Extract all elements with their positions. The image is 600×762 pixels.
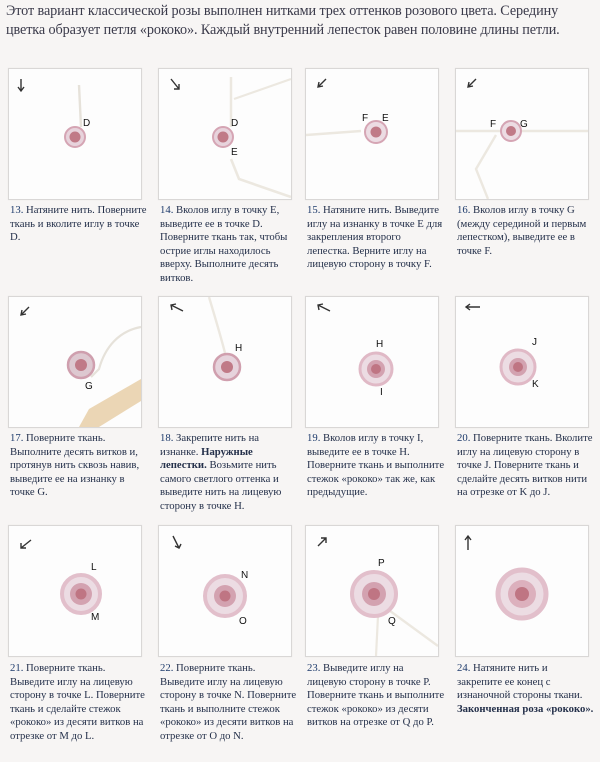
step-number: 24.	[457, 662, 471, 674]
step-21-caption	[10, 662, 148, 744]
step-18-photo	[158, 296, 292, 428]
step-number: 20.	[457, 432, 471, 444]
step-number: 17.	[10, 432, 24, 444]
step-24-photo	[455, 525, 589, 657]
step-text: Вколов иглу в точку E, выведите ее в точке D. Поверните ткань так, чтобы острие иглы находилось вверху. Выполните десять витков.	[160, 204, 288, 284]
point-label-E: E	[382, 113, 389, 124]
point-label-P: P	[378, 558, 385, 569]
direction-arrow-icon	[21, 540, 31, 548]
step-text: Выведите иглу на лицевую сторону в точке P. Поверните ткань и выполните стежок «рококо» из десяти витков на отрезке от Q до P.	[307, 662, 445, 729]
step-text: Натяните нить и закрепите ее конец с изнаночной стороны ткани.	[457, 662, 583, 702]
step-text: Вколов иглу в точку I, выведите ее в точке H. Поверните ткань и выполните стежок «рококо» так же, как предыдущие.	[307, 432, 445, 499]
step-text: Поверните ткань. Вколите иглу на лицевую сторону в точке J. Поверните ткань и сделайте десять витков нити на отрезке от K до J.	[457, 432, 593, 499]
point-label-D: D	[231, 118, 239, 129]
direction-arrow-icon	[171, 79, 179, 89]
step-number: 23.	[307, 662, 321, 674]
step-20-photo	[455, 296, 589, 428]
point-label-J: J	[532, 337, 537, 348]
intro-text: Этот вариант классической розы выполнен нитками трех оттенков розового цвета. Середину цветка образует петля «рококо». Каждый внутренний лепесток равен половине длины петли.	[6, 3, 560, 38]
step-22-photo	[158, 525, 292, 657]
direction-arrow-icon	[318, 538, 326, 546]
direction-arrow-icon	[18, 79, 24, 91]
point-label-E: E	[231, 147, 238, 158]
direction-arrow-icon	[468, 79, 476, 87]
point-label-I: I	[380, 387, 383, 398]
step-21-photo	[8, 525, 142, 657]
direction-arrow-icon	[318, 79, 326, 87]
step-number: 15.	[307, 204, 321, 216]
step-24-caption	[457, 662, 595, 716]
step-19-photo	[305, 296, 439, 428]
step-14-photo	[158, 68, 292, 200]
direction-arrow-icon	[465, 536, 471, 550]
step-15-photo	[305, 68, 439, 200]
point-label-Q: Q	[388, 616, 396, 627]
step-number: 16.	[457, 204, 471, 216]
direction-arrow-icon	[466, 304, 480, 310]
point-label-K: K	[532, 379, 539, 390]
point-label-L: L	[91, 562, 97, 573]
point-label-O: O	[239, 616, 247, 627]
step-number: 21.	[10, 662, 24, 674]
step-16-photo	[455, 68, 589, 200]
step-17-caption	[10, 432, 148, 500]
point-label-N: N	[241, 570, 249, 581]
point-label-F: F	[490, 119, 497, 130]
point-label-H: H	[235, 343, 243, 354]
result-heading: Законченная роза «рококо».	[457, 702, 594, 715]
point-label-G: G	[520, 119, 528, 130]
step-16-caption	[457, 204, 595, 258]
step-text: Натяните нить. Поверните ткань и вколите иглу в точке D.	[10, 204, 147, 244]
step-18-caption	[160, 432, 298, 514]
step-text: Поверните ткань. Выведите иглу на лицевую сторону в точке N. Поверните ткань и выполните стежок «рококо» из десяти витков на отрезке от O до N.	[160, 662, 297, 742]
section-heading: Наружные лепестки.	[160, 445, 253, 472]
point-label-M: M	[91, 612, 100, 623]
step-13-caption	[10, 204, 148, 245]
step-text: Поверните ткань. Выведите иглу на лицевую сторону в точке L. Поверните ткань и сделайте стежок «рококо» из десяти витков на отрезке от M до L.	[10, 662, 145, 742]
step-15-caption	[307, 204, 445, 272]
step-20-caption	[457, 432, 595, 500]
step-17-photo	[8, 296, 142, 428]
step-text: Вколов иглу в точку G (между серединой и первым лепестком), выведите ее в точке F.	[457, 204, 587, 257]
step-number: 13.	[10, 204, 24, 216]
step-number: 22.	[160, 662, 174, 674]
step-19-caption	[307, 432, 445, 500]
point-label-H: H	[376, 339, 384, 350]
direction-arrow-icon	[171, 304, 183, 311]
step-text: Закрепите нить на изнанке.	[160, 432, 260, 458]
step-13-photo	[8, 68, 142, 200]
step-number: 19.	[307, 432, 321, 444]
step-text: Поверните ткань. Выполните десять витков и, протянув нить сквозь навив, выведите ее на изнанку в точке G.	[10, 432, 140, 499]
point-label-D: D	[83, 118, 91, 129]
step-14-caption	[160, 204, 298, 286]
direction-arrow-icon	[318, 304, 330, 311]
step-23-photo	[305, 525, 439, 657]
direction-arrow-icon	[21, 307, 29, 315]
step-23-caption	[307, 662, 445, 730]
step-number: 14.	[160, 204, 174, 216]
direction-arrow-icon	[173, 536, 181, 548]
step-text: Натяните нить. Выведите иглу на изнанку в точке E для закрепления второго лепестка. Верните иглу на лицевую сторону в точку F.	[307, 204, 443, 271]
point-label-G: G	[85, 381, 93, 392]
step-number: 18.	[160, 432, 174, 444]
point-label-F: F	[362, 113, 369, 124]
step-22-caption	[160, 662, 298, 744]
step-text-continued: Возьмите нить самого светлого оттенка и выведите нить на лицевую сторону в точке H.	[160, 459, 282, 512]
